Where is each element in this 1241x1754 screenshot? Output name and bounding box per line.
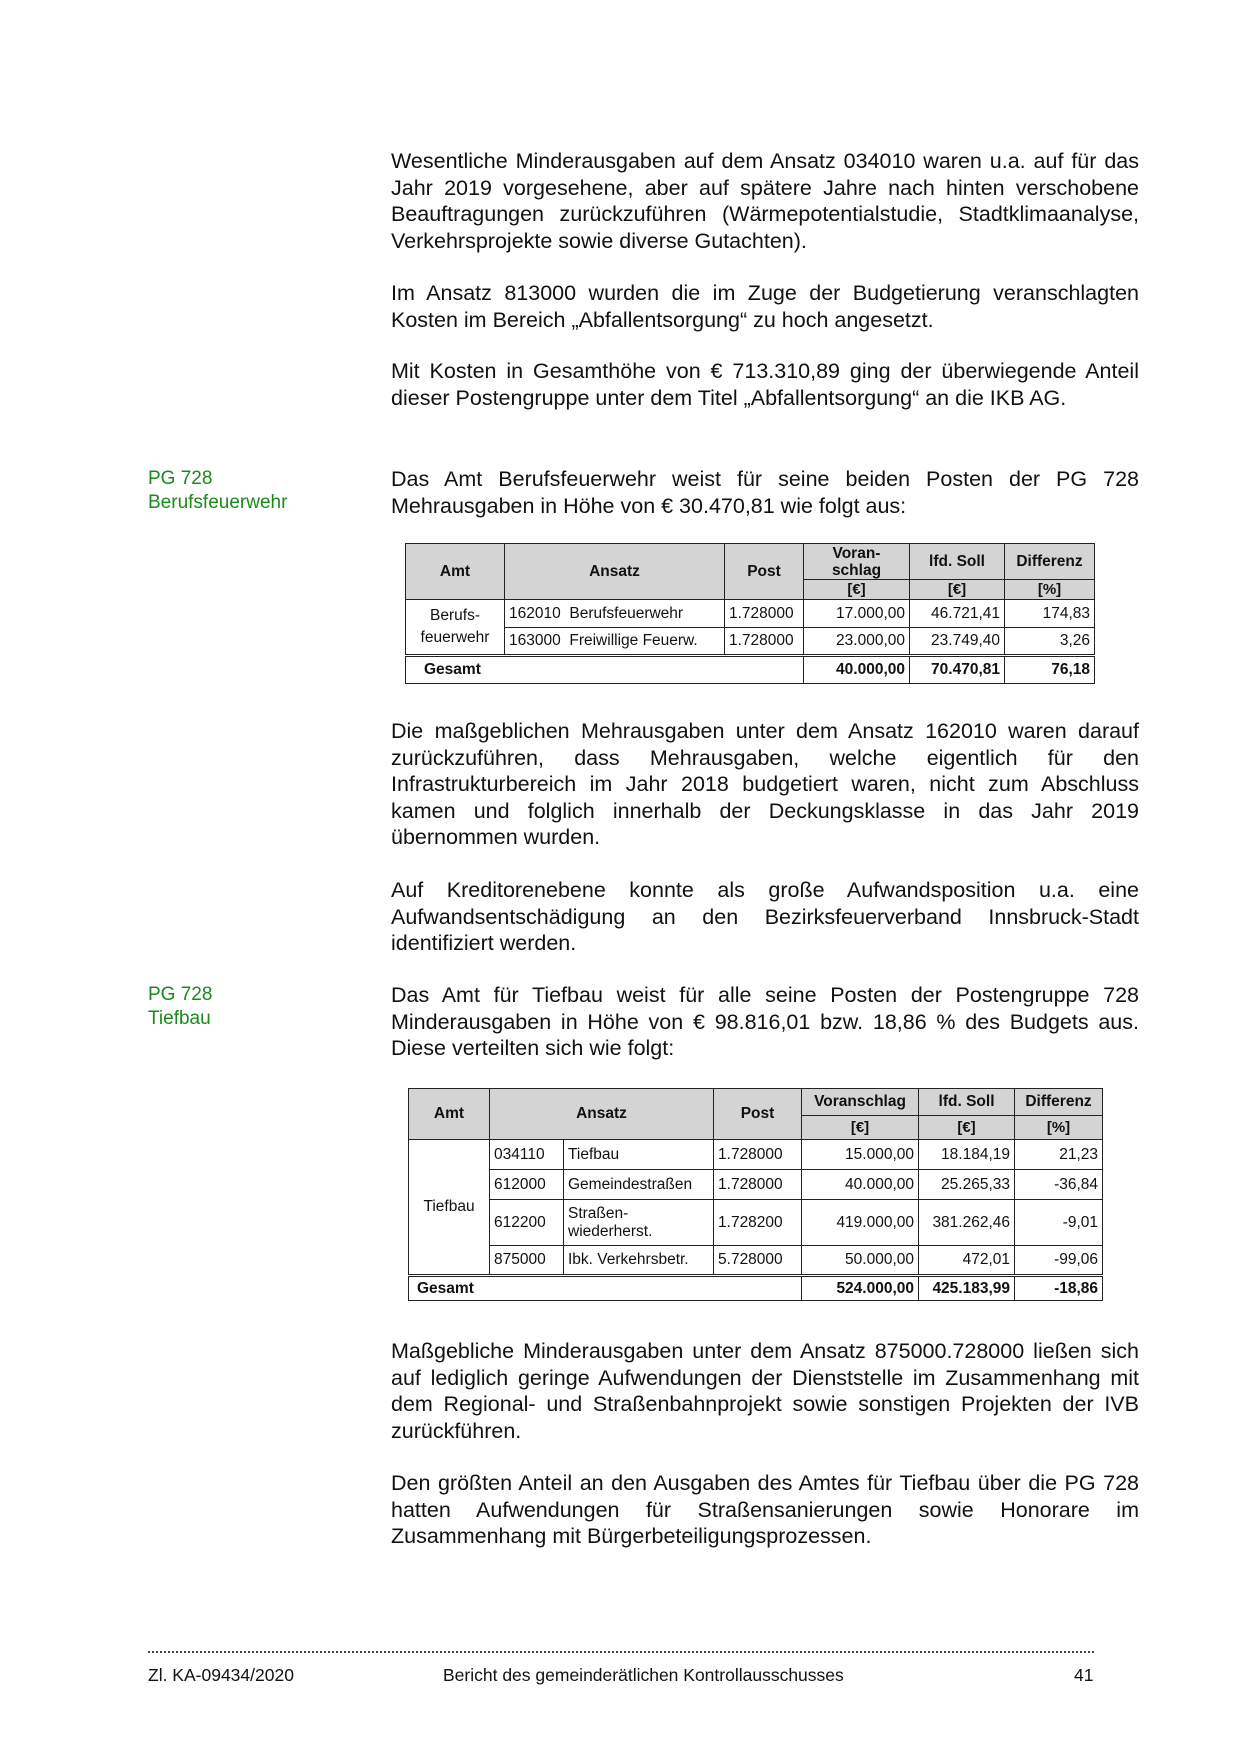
cell-ansatz (505, 628, 725, 656)
paragraph-berufsfeuerwehr-intro: Das Amt Berufsfeuerwehr weist für seine beiden Posten der PG 728 Mehrausgaben in Höhe von € 30.470,81 wie folgt aus: (391, 467, 1139, 518)
paragraph-tiefbau-anteil: Den größten Anteil an den Ausgaben des Amtes für Tiefbau über die PG 728 hatten Aufwendungen für Straßensanierungen sowie Honorare im Zusammenhang mit Bürgerbeteiligungsprozessen. (391, 1471, 1139, 1548)
cell-lfd-soll: 381.262,46 (919, 1200, 1015, 1246)
cell-ansatz-code: 034110 (490, 1140, 564, 1170)
cell-post: 1.728000 (725, 628, 804, 656)
unit-eur: [€] (919, 1116, 1015, 1140)
table-berufsfeuerwehr (405, 543, 1095, 684)
footer-divider (148, 1651, 1094, 1653)
cell-differenz: -9,01 (1015, 1200, 1103, 1246)
cell-post: 1.728000 (725, 600, 804, 628)
sidenote-pg-label: PG 728 (148, 468, 213, 489)
sidenote-pg-label: PG 728 (148, 984, 213, 1005)
cell-lfd-soll: 472,01 (919, 1246, 1015, 1276)
header-lfd-soll: lfd. Soll (910, 544, 1005, 580)
header-lfd-soll: lfd. Soll (919, 1089, 1015, 1116)
table-row (409, 1200, 1103, 1246)
paragraph-ansatz-813000: Im Ansatz 813000 wurden die im Zuge der Budgetierung veranschlagten Kosten im Bereich „Abfallentsorgung“ zu hoch angesetzt. (391, 281, 1139, 332)
paragraph-minderausgaben-875000: Maßgebliche Minderausgaben unter dem Ansatz 875000.728000 ließen sich auf lediglich geringe Aufwendungen der Dienststelle im Zusammenhang mit dem Regional- und Straßenbahnprojekt sowie sonstigen Projekten der IVB zurückführen. (391, 1339, 1139, 1443)
header-differenz: Differenz (1005, 544, 1095, 580)
cell-post: 1.728000 (714, 1170, 802, 1200)
header-voranschlag (804, 544, 910, 580)
table-row (409, 1170, 1103, 1200)
cell-lfd-soll: 46.721,41 (910, 600, 1005, 628)
unit-eur: [€] (910, 580, 1005, 600)
table-tiefbau (408, 1088, 1103, 1301)
paragraph-abfallentsorgung-kosten: Mit Kosten in Gesamthöhe von € 713.310,89 ging der überwiegende Anteil dieser Postengruppe unter dem Titel „Abfallentsorgung“ an die IKB AG. (391, 359, 1139, 410)
cell-voranschlag: 15.000,00 (802, 1140, 919, 1170)
header-post: Post (714, 1089, 802, 1140)
header-amt: Amt (406, 544, 505, 600)
cell-post: 5.728000 (714, 1246, 802, 1276)
cell-total-voranschlag: 40.000,00 (804, 656, 910, 684)
unit-eur: [€] (802, 1116, 919, 1140)
ansatz-code: 163000 (509, 632, 561, 649)
unit-eur: [€] (804, 580, 910, 600)
cell-voranschlag: 50.000,00 (802, 1246, 919, 1276)
cell-ansatz-name: Gemeindestraßen (564, 1170, 714, 1200)
cell-total-voranschlag: 524.000,00 (802, 1276, 919, 1301)
ansatz-name-line1: Straßen- (568, 1204, 629, 1222)
header-ansatz: Ansatz (490, 1089, 714, 1140)
cell-amt (406, 600, 505, 656)
cell-voranschlag: 23.000,00 (804, 628, 910, 656)
cell-differenz: -36,84 (1015, 1170, 1103, 1200)
cell-lfd-soll: 25.265,33 (919, 1170, 1015, 1200)
sidenote-pg728-tiefbau (148, 983, 348, 1031)
footer-report-title: Bericht des gemeinderätlichen Kontrollausschusses (443, 1665, 844, 1685)
cell-differenz: 21,23 (1015, 1140, 1103, 1170)
ansatz-name: Berufsfeuerwehr (569, 604, 684, 622)
sidenote-amt-label: Tiefbau (148, 1008, 211, 1029)
table-total-row (406, 656, 1095, 684)
cell-post: 1.728200 (714, 1200, 802, 1246)
paragraph-kreditorenebene: Auf Kreditorenebene konnte als große Aufwandsposition u.a. eine Aufwandsentschädigung an den Bezirksfeuerverband Innsbruck-Stadt identifiziert werden. (391, 878, 1139, 955)
cell-amt-line2: feuerwehr (420, 629, 490, 646)
header-ansatz: Ansatz (505, 544, 725, 600)
cell-differenz: 174,83 (1005, 600, 1095, 628)
cell-amt-line1: Berufs- (430, 607, 480, 624)
header-post: Post (725, 544, 804, 600)
cell-total-label: Gesamt (409, 1276, 802, 1301)
table-row (409, 1246, 1103, 1276)
cell-lfd-soll: 18.184,19 (919, 1140, 1015, 1170)
header-voranschlag: Voranschlag (802, 1089, 919, 1116)
cell-total-differenz: -18,86 (1015, 1276, 1103, 1301)
paragraph-mehrausgaben-162010: Die maßgeblichen Mehrausgaben unter dem Ansatz 162010 waren darauf zurückzuführen, dass Mehrausgaben, welche eigentlich für den Infrastrukturbereich im Jahr 2018 budgetiert waren, nicht zum Abschluss kamen und folglich innerhalb der Deckungsklasse in das Jahr 2019 übernommen wurden. (391, 719, 1139, 849)
header-voranschlag-line1: Voran- (832, 544, 881, 562)
sidenote-pg728-berufsfeuerwehr (148, 467, 348, 515)
unit-percent: [%] (1005, 580, 1095, 600)
cell-total-lfd-soll: 425.183,99 (919, 1276, 1015, 1301)
cell-ansatz-code: 612200 (490, 1200, 564, 1246)
cell-lfd-soll: 23.749,40 (910, 628, 1005, 656)
cell-voranschlag: 40.000,00 (802, 1170, 919, 1200)
cell-voranschlag: 17.000,00 (804, 600, 910, 628)
cell-total-label: Gesamt (406, 656, 804, 684)
cell-ansatz-name: Tiefbau (564, 1140, 714, 1170)
header-differenz: Differenz (1015, 1089, 1103, 1116)
cell-ansatz (505, 600, 725, 628)
paragraph-tiefbau-intro: Das Amt für Tiefbau weist für alle seine Posten der Postengruppe 728 Minderausgaben in Höhe von € 98.816,01 bzw. 18,86 % des Budgets aus. Diese verteilten sich wie folgt: (391, 983, 1139, 1060)
cell-ansatz-name: Ibk. Verkehrsbetr. (564, 1246, 714, 1276)
header-amt: Amt (409, 1089, 490, 1140)
sidenote-amt-label: Berufsfeuerwehr (148, 492, 288, 513)
footer-page-number: 41 (1074, 1665, 1094, 1685)
cell-ansatz-code: 875000 (490, 1246, 564, 1276)
header-voranschlag-line2: schlag (831, 561, 882, 579)
cell-ansatz-code: 612000 (490, 1170, 564, 1200)
cell-differenz: -99,06 (1015, 1246, 1103, 1276)
table-row (406, 628, 1095, 656)
table-row (409, 1140, 1103, 1170)
cell-amt: Tiefbau (409, 1140, 490, 1276)
ansatz-code: 162010 (509, 604, 561, 622)
cell-total-differenz: 76,18 (1005, 656, 1095, 684)
ansatz-name: Freiwillige Feuerw. (569, 632, 698, 649)
cell-differenz: 3,26 (1005, 628, 1095, 656)
table-row (406, 600, 1095, 628)
ansatz-name-line2: wiederherst. (568, 1222, 653, 1240)
unit-percent: [%] (1015, 1116, 1103, 1140)
cell-post: 1.728000 (714, 1140, 802, 1170)
cell-voranschlag: 419.000,00 (802, 1200, 919, 1246)
cell-ansatz-name (564, 1200, 714, 1246)
paragraph-minderausgaben-034010: Wesentliche Minderausgaben auf dem Ansatz 034010 waren u.a. auf für das Jahr 2019 vorgesehene, aber auf spätere Jahre nach hinten verschobene Beauftragungen zurückzuführen (Wärmepotentialstudie, Stadtklimaanalyse, Verkehrsprojekte sowie diverse Gutachten). (391, 149, 1139, 253)
cell-total-lfd-soll: 70.470,81 (910, 656, 1005, 684)
table-total-row (409, 1276, 1103, 1301)
footer-document-number: Zl. KA-09434/2020 (148, 1665, 294, 1685)
